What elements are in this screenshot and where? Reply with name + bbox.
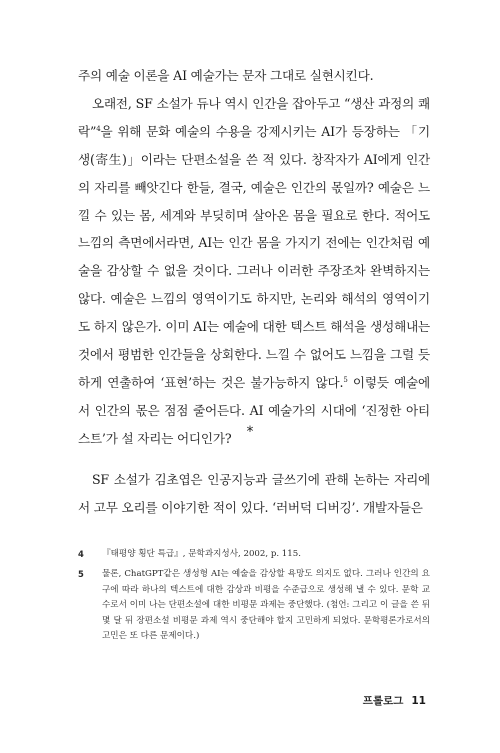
section-2-text-block [78, 466, 430, 522]
footnote-text: 『태평양 횡단 특급』, 문학과지성사, 2002, p. 115. [102, 549, 301, 559]
running-footer-section: 프롤로그 [362, 695, 404, 707]
paragraph-1: 주의 예술 이론을 AI 예술가는 문자 그대로 실현시킨다. [78, 68, 374, 83]
footnote-4 [78, 547, 430, 562]
footnote-number: 5 [78, 569, 84, 580]
page-footer [363, 693, 426, 708]
footnotes [78, 547, 430, 649]
footnote-text: 물론, ChatGPT같은 생성형 AI는 예술을 감상할 욕망도 의지도 없다. 그러나 인간의 요구에 따라 하나의 텍스트에 대한 감상과 비평을 수준급으로 생성해 낼 수 있다. 문학 교수로서 이미 나는 단편소설에 대한 비평문 과제는 중단했다. (첨언: 그리고 이 글을 쓴 뒤 몇 달 뒤 장편소설 비평문 과제 역시 중단해야 할지 고민하게 되었다. 문학평론가로서의 고민은 또 다른 문제이다.) [102, 569, 430, 642]
main-text-block [78, 62, 430, 453]
page-number: 11 [411, 695, 426, 707]
paragraph-2-start: 오래전, SF 소설가 듀나 역시 인간을 잡아두고 “생산 과정의 쾌락” [78, 95, 430, 139]
paragraph-2-end: 이렇듯 예술에서 인간의 몫은 점점 줄어든다. AI 예술가의 시대에 ‘진정한 아티스트’가 설 자리는 어디인가? [78, 374, 430, 446]
section-2-paragraph: SF 소설가 김초엽은 인공지능과 글쓰기에 관해 논하는 자리에서 고무 오리를 이야기한 적이 있다. ‘러버덕 디버깅’. 개발자들은 [78, 472, 430, 515]
section-divider: * [246, 424, 254, 440]
footnote-number: 4 [78, 549, 84, 559]
paragraph-2-middle: 을 위해 문화 예술의 수용을 강제시키는 AI가 등장하는 「기생(寄生)」이라는 단편소설을 쓴 적 있다. 창작자가 AI에게 인간의 자리를 빼앗긴다 한들, 결국, 예술은 인간의 몫일까? 예술은 느낄 수 있는 몸, 세계와 부딪히며 살아온 몸을 필요로 한다. 적어도 느낌의 측면에서라면, AI는 인간 몸을 가지기 전에는 인간처럼 예술을 감상할 수 없을 것이다. 그러나 이러한 주장조차 완벽하지는 않다. 예술은 느낌의 영역이기도 하지만, 논리와 해석의 영역이기도 하지 않은가. 이미 AI는 예술에 대한 텍스트 해석을 생성해내는 것에서 평범한 인간들을 상회한다. 느낄 수 없어도 느낌을 그럴 듯하게 연출하여 ‘표현’하는 것은 불가능하지 않다. [78, 123, 430, 390]
footnote-ref-4[interactable]: 4 [96, 124, 101, 133]
footnote-5 [78, 567, 430, 644]
paragraph-2 [78, 90, 430, 453]
footnote-ref-5[interactable]: 5 [343, 375, 348, 384]
